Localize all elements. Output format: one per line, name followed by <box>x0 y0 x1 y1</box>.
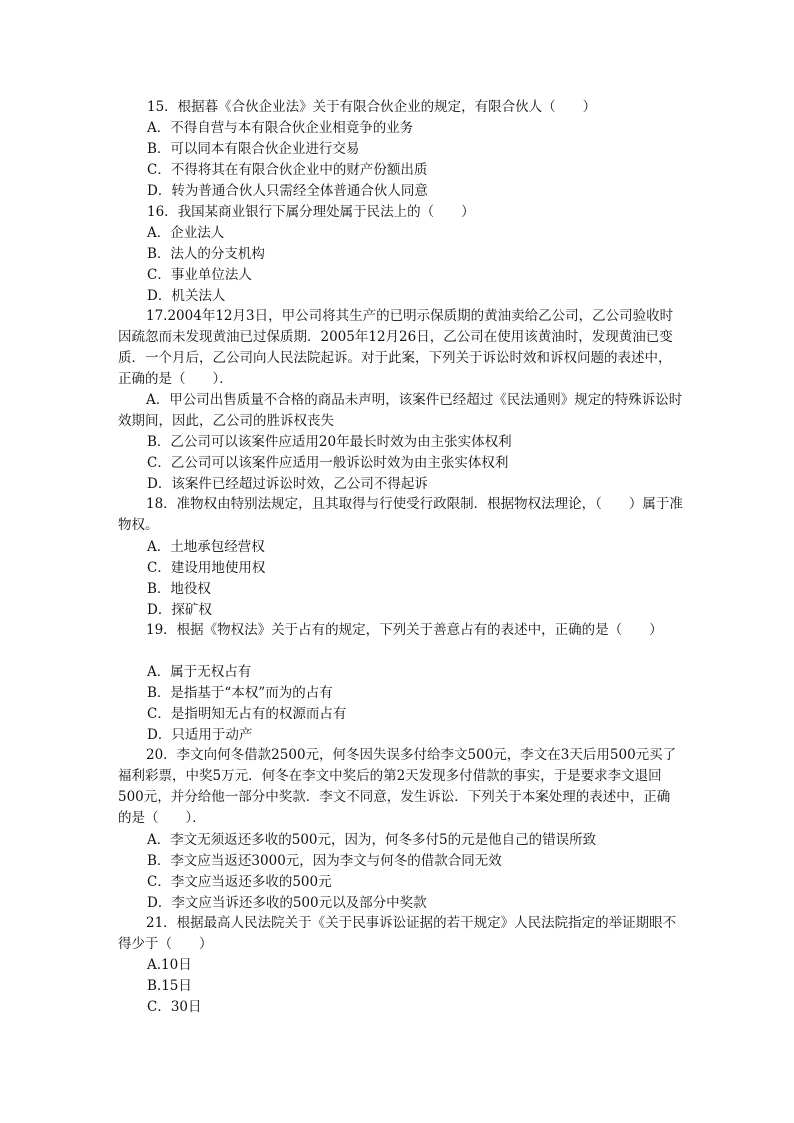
question-21-option-c: C．30日 <box>147 999 202 1015</box>
question-19-stem: 19．根据《物权法》关于占有的规定，下列关于善意占有的表述中，正确的是（ ） <box>146 622 663 638</box>
question-15-option-d: D．转为普通合伙人只需经全体普通合伙人同意 <box>147 183 428 199</box>
question-17-option-b: B．乙公司可以该案件应适用20年最长时效为由主张实体权利 <box>147 434 512 450</box>
question-16-option-a: A．企业法人 <box>147 225 225 241</box>
question-20-stem: 20．李文向何冬借款2500元，何冬因失误多付给李文500元，李文在3天后用500元买了福利彩票，中奖5万元．何冬在李文中奖后的第2天发现多付借款的事实，于是要求李文退回500元，并分给他一部分中奖款．李文不同意，发生诉讼．下列关于本案处理的表述中，正确的是（ ）． <box>118 747 677 826</box>
question-15-option-a: A．不得自营与本有限合伙企业相竟争的业务 <box>147 120 414 136</box>
question-18-option-c: C．建设用地使用权 <box>147 560 266 576</box>
question-17-stem: 17.2004年12月3日，甲公司将其生产的已明示保质期的黄油卖给乙公司，乙公司验收时因疏忽而未发现黄油已过保质期．2005年12月26日，乙公司在使用该黄油时，发现黄油已变质．一个月后，乙公司向人民法院起诉。对于此案，下列关于诉讼时效和诉权问题的表述中，正确的是（ ）． <box>118 308 674 387</box>
question-18-option-a: A．土地承包经营权 <box>147 539 265 555</box>
question-15-option-c: C．不得将其在有限合伙企业中的财产份额出质 <box>147 162 428 178</box>
question-15-stem: 15．根据暮《合伙企业法》关于有限合伙企业的规定，有限合伙人（ ） <box>147 99 597 115</box>
question-20-option-a: A．李文无须返还多收的500元，因为，何冬多付5的元是他自己的错误所致 <box>147 832 597 848</box>
question-18-stem: 18．准物权由特别法规定，且其取得与行使受行政限制．根据物权法理论，（ ）属于准物权。 <box>118 496 683 533</box>
question-16-option-b: B．法人的分支机构 <box>147 246 265 262</box>
question-18-option-d: D．探矿权 <box>147 602 212 618</box>
question-17-option-a: A．甲公司出售质量不合格的商品未声明，该案件已经超过《民法通则》规定的特殊诉讼时效期间，因此，乙公司的胜诉权丧失 <box>118 392 683 429</box>
question-18-option-b: B．地役权 <box>147 581 211 597</box>
question-21-option-a: A.10日 <box>147 957 192 973</box>
question-19-option-b: B．是指基于“本权”而为的占有 <box>147 685 333 701</box>
question-16-option-d: D．机关法人 <box>147 288 226 304</box>
question-16-stem: 16．我国某商业银行下属分理处属于民法上的（ ） <box>147 204 475 220</box>
question-19-option-c: C．是指明知无占有的权源而占有 <box>147 706 347 722</box>
question-20-option-d: D．李文应当诉还多收的500元以及部分中奖款 <box>147 895 427 911</box>
question-20-option-b: B．李文应当返还3000元，因为李文与何冬的借款合同无效 <box>147 853 502 869</box>
question-16-option-c: C．事业单位法人 <box>147 267 252 283</box>
question-19-option-a: A．属于无权占有 <box>147 664 252 680</box>
question-20-option-c: C．李文应当返还多收的500元 <box>147 874 332 890</box>
question-17-option-d: D．该案件已经超过诉讼时效，乙公司不得起诉 <box>147 476 428 492</box>
question-21-option-b: B.15日 <box>147 978 192 994</box>
question-15-option-b: B．可以同本有限合伙企业进行交易 <box>147 141 360 157</box>
question-21-stem: 21．根据最高人民法院关于《关于民事诉讼证据的若干规定》人民法院指定的举证期眼不得少于（ ） <box>118 915 677 952</box>
question-19-option-d: D．只适用于动产 <box>147 727 253 743</box>
question-17-option-c: C．乙公司可以该案件应适用一般诉讼时效为由主张实体权利 <box>147 455 509 471</box>
